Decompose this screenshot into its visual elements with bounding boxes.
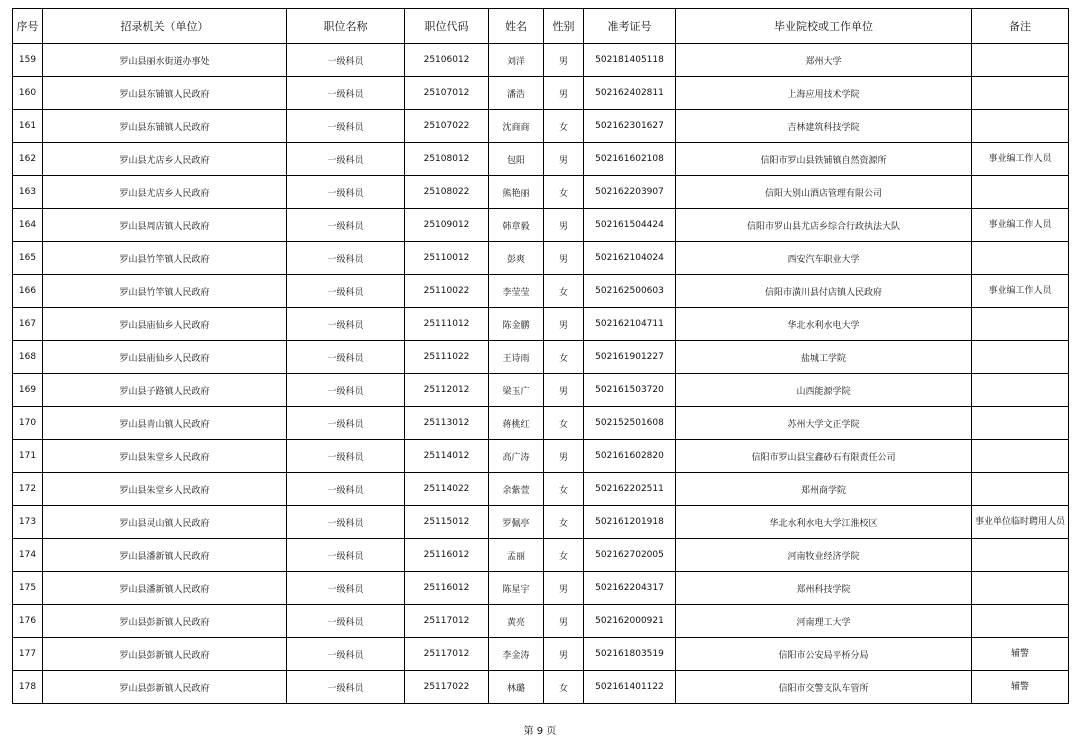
cell-position: 一级科员 (287, 110, 405, 143)
cell-school-or-employer: 河南理工大学 (676, 605, 972, 638)
cell-seq: 173 (13, 506, 43, 539)
cell-remarks (972, 77, 1069, 110)
cell-name: 黄亮 (489, 605, 544, 638)
cell-name: 余紫萱 (489, 473, 544, 506)
cell-exam-id: 502161803519 (584, 638, 676, 671)
cell-position-code: 25108012 (405, 143, 489, 176)
cell-agency: 罗山县丽水街道办事处 (43, 44, 287, 77)
cell-position: 一级科员 (287, 242, 405, 275)
cell-position: 一级科员 (287, 374, 405, 407)
roster-table (12, 8, 1069, 704)
col-header-position: 职位名称 (287, 9, 405, 44)
cell-agency: 罗山县庙仙乡人民政府 (43, 341, 287, 374)
table-header (13, 9, 1069, 44)
table-body (13, 44, 1069, 704)
cell-seq: 166 (13, 275, 43, 308)
cell-agency: 罗山县彭新镇人民政府 (43, 605, 287, 638)
cell-exam-id: 502162104024 (584, 242, 676, 275)
cell-gender: 男 (544, 77, 584, 110)
cell-position-code: 25111012 (405, 308, 489, 341)
cell-name: 彭爽 (489, 242, 544, 275)
cell-gender: 男 (544, 440, 584, 473)
cell-position: 一级科员 (287, 341, 405, 374)
cell-gender: 男 (544, 44, 584, 77)
cell-remarks (972, 572, 1069, 605)
col-header-name: 姓名 (489, 9, 544, 44)
cell-agency: 罗山县竹竿镇人民政府 (43, 275, 287, 308)
cell-exam-id: 502161602108 (584, 143, 676, 176)
cell-gender: 男 (544, 374, 584, 407)
cell-seq: 160 (13, 77, 43, 110)
cell-position: 一级科员 (287, 506, 405, 539)
table-row (13, 440, 1069, 473)
cell-school-or-employer: 郑州大学 (676, 44, 972, 77)
table-row (13, 506, 1069, 539)
cell-name: 陈星宇 (489, 572, 544, 605)
cell-school-or-employer: 信阳市罗山县铁铺镇自然资源所 (676, 143, 972, 176)
table-row (13, 473, 1069, 506)
cell-position-code: 25117012 (405, 638, 489, 671)
cell-exam-id: 502162104711 (584, 308, 676, 341)
cell-position-code: 25106012 (405, 44, 489, 77)
cell-agency: 罗山县东铺镇人民政府 (43, 110, 287, 143)
cell-name: 蒋桃红 (489, 407, 544, 440)
cell-school-or-employer: 信阳大别山酒店管理有限公司 (676, 176, 972, 209)
cell-exam-id: 502162702005 (584, 539, 676, 572)
cell-position: 一级科员 (287, 209, 405, 242)
col-header-agency: 招录机关（单位） (43, 9, 287, 44)
col-header-remarks: 备注 (972, 9, 1069, 44)
cell-name: 陈金鹏 (489, 308, 544, 341)
cell-remarks (972, 440, 1069, 473)
cell-agency: 罗山县尤店乡人民政府 (43, 176, 287, 209)
cell-school-or-employer: 信阳市罗山县宝鑫砂石有限责任公司 (676, 440, 972, 473)
cell-position: 一级科员 (287, 440, 405, 473)
cell-gender: 男 (544, 638, 584, 671)
cell-school-or-employer: 信阳市公安局平桥分局 (676, 638, 972, 671)
cell-position: 一级科员 (287, 671, 405, 704)
cell-seq: 161 (13, 110, 43, 143)
cell-position-code: 25116012 (405, 572, 489, 605)
cell-remarks (972, 110, 1069, 143)
cell-exam-id: 502162000921 (584, 605, 676, 638)
cell-agency: 罗山县潘新镇人民政府 (43, 539, 287, 572)
cell-school-or-employer: 华北水利水电大学 (676, 308, 972, 341)
cell-remarks (972, 341, 1069, 374)
cell-position-code: 25109012 (405, 209, 489, 242)
cell-school-or-employer: 郑州商学院 (676, 473, 972, 506)
cell-seq: 169 (13, 374, 43, 407)
cell-position-code: 25115012 (405, 506, 489, 539)
cell-position-code: 25111022 (405, 341, 489, 374)
cell-seq: 177 (13, 638, 43, 671)
cell-name: 李金涛 (489, 638, 544, 671)
cell-position-code: 25113012 (405, 407, 489, 440)
cell-remarks: 事业编工作人员 (972, 209, 1069, 242)
cell-school-or-employer: 信阳市罗山县尤店乡综合行政执法大队 (676, 209, 972, 242)
cell-name: 林璐 (489, 671, 544, 704)
cell-gender: 女 (544, 110, 584, 143)
cell-remarks (972, 473, 1069, 506)
cell-position-code: 25107012 (405, 77, 489, 110)
cell-remarks (972, 242, 1069, 275)
cell-position: 一级科员 (287, 539, 405, 572)
cell-position-code: 25117012 (405, 605, 489, 638)
cell-gender: 女 (544, 506, 584, 539)
cell-agency: 罗山县青山镇人民政府 (43, 407, 287, 440)
cell-remarks: 事业单位临时聘用人员 (972, 506, 1069, 539)
table-row (13, 275, 1069, 308)
col-header-gender: 性别 (544, 9, 584, 44)
cell-remarks (972, 605, 1069, 638)
table-row (13, 605, 1069, 638)
cell-position-code: 25108022 (405, 176, 489, 209)
cell-position-code: 25114012 (405, 440, 489, 473)
table-row (13, 143, 1069, 176)
table-row (13, 110, 1069, 143)
cell-agency: 罗山县竹竿镇人民政府 (43, 242, 287, 275)
cell-school-or-employer: 苏州大学文正学院 (676, 407, 972, 440)
cell-name: 孟丽 (489, 539, 544, 572)
cell-name: 包阳 (489, 143, 544, 176)
cell-exam-id: 502162203907 (584, 176, 676, 209)
cell-exam-id: 502152501608 (584, 407, 676, 440)
cell-school-or-employer: 上海应用技术学院 (676, 77, 972, 110)
cell-exam-id: 502161602820 (584, 440, 676, 473)
cell-gender: 男 (544, 572, 584, 605)
cell-school-or-employer: 西安汽车职业大学 (676, 242, 972, 275)
cell-position-code: 25117022 (405, 671, 489, 704)
cell-name: 梁玉广 (489, 374, 544, 407)
cell-exam-id: 502162202511 (584, 473, 676, 506)
cell-seq: 165 (13, 242, 43, 275)
cell-school-or-employer: 吉林建筑科技学院 (676, 110, 972, 143)
cell-gender: 男 (544, 143, 584, 176)
col-header-exam-id: 准考证号 (584, 9, 676, 44)
table-row (13, 572, 1069, 605)
table-row (13, 308, 1069, 341)
cell-agency: 罗山县彭新镇人民政府 (43, 671, 287, 704)
cell-remarks (972, 407, 1069, 440)
cell-position: 一级科员 (287, 176, 405, 209)
cell-position: 一级科员 (287, 308, 405, 341)
cell-seq: 171 (13, 440, 43, 473)
cell-remarks (972, 374, 1069, 407)
cell-agency: 罗山县潘新镇人民政府 (43, 572, 287, 605)
cell-position: 一级科员 (287, 407, 405, 440)
cell-exam-id: 502181405118 (584, 44, 676, 77)
cell-exam-id: 502162402811 (584, 77, 676, 110)
cell-exam-id: 502161503720 (584, 374, 676, 407)
cell-exam-id: 502162500603 (584, 275, 676, 308)
cell-seq: 159 (13, 44, 43, 77)
cell-gender: 男 (544, 242, 584, 275)
table-row (13, 77, 1069, 110)
cell-name: 沈商商 (489, 110, 544, 143)
table-row (13, 539, 1069, 572)
cell-school-or-employer: 郑州科技学院 (676, 572, 972, 605)
table-row (13, 176, 1069, 209)
cell-seq: 175 (13, 572, 43, 605)
cell-seq: 167 (13, 308, 43, 341)
cell-position: 一级科员 (287, 605, 405, 638)
cell-name: 罗佩亭 (489, 506, 544, 539)
cell-seq: 163 (13, 176, 43, 209)
cell-position-code: 25110022 (405, 275, 489, 308)
cell-gender: 男 (544, 209, 584, 242)
cell-exam-id: 502161401122 (584, 671, 676, 704)
cell-school-or-employer: 华北水利水电大学江淮校区 (676, 506, 972, 539)
cell-position: 一级科员 (287, 638, 405, 671)
cell-exam-id: 502161504424 (584, 209, 676, 242)
cell-remarks (972, 539, 1069, 572)
cell-agency: 罗山县彭新镇人民政府 (43, 638, 287, 671)
cell-exam-id: 502162301627 (584, 110, 676, 143)
cell-exam-id: 502161201918 (584, 506, 676, 539)
cell-seq: 174 (13, 539, 43, 572)
cell-remarks: 事业编工作人员 (972, 143, 1069, 176)
cell-position: 一级科员 (287, 77, 405, 110)
cell-gender: 女 (544, 275, 584, 308)
cell-agency: 罗山县庙仙乡人民政府 (43, 308, 287, 341)
cell-remarks: 事业编工作人员 (972, 275, 1069, 308)
cell-position-code: 25114022 (405, 473, 489, 506)
cell-seq: 164 (13, 209, 43, 242)
cell-agency: 罗山县子路镇人民政府 (43, 374, 287, 407)
cell-name: 王诗雨 (489, 341, 544, 374)
cell-agency: 罗山县朱堂乡人民政府 (43, 440, 287, 473)
cell-remarks: 辅警 (972, 638, 1069, 671)
cell-position-code: 25107022 (405, 110, 489, 143)
cell-agency: 罗山县东铺镇人民政府 (43, 77, 287, 110)
cell-seq: 162 (13, 143, 43, 176)
cell-gender: 女 (544, 473, 584, 506)
cell-seq: 170 (13, 407, 43, 440)
cell-name: 熊艳丽 (489, 176, 544, 209)
cell-school-or-employer: 信阳市潢川县付店镇人民政府 (676, 275, 972, 308)
cell-school-or-employer: 河南牧业经济学院 (676, 539, 972, 572)
cell-name: 刘洋 (489, 44, 544, 77)
roster-sheet (12, 8, 1068, 704)
cell-agency: 罗山县周店镇人民政府 (43, 209, 287, 242)
cell-position-code: 25116012 (405, 539, 489, 572)
col-header-seq: 序号 (13, 9, 43, 44)
col-header-position-code: 职位代码 (405, 9, 489, 44)
cell-gender: 女 (544, 671, 584, 704)
table-row (13, 209, 1069, 242)
cell-gender: 男 (544, 605, 584, 638)
cell-agency: 罗山县朱堂乡人民政府 (43, 473, 287, 506)
cell-school-or-employer: 盐城工学院 (676, 341, 972, 374)
cell-gender: 女 (544, 407, 584, 440)
cell-position: 一级科员 (287, 473, 405, 506)
cell-name: 韩章毅 (489, 209, 544, 242)
table-row (13, 671, 1069, 704)
cell-name: 李莹莹 (489, 275, 544, 308)
cell-position: 一级科员 (287, 572, 405, 605)
table-row (13, 341, 1069, 374)
cell-gender: 男 (544, 308, 584, 341)
cell-position-code: 25110012 (405, 242, 489, 275)
cell-agency: 罗山县尤店乡人民政府 (43, 143, 287, 176)
cell-position-code: 25112012 (405, 374, 489, 407)
cell-school-or-employer: 山西能源学院 (676, 374, 972, 407)
cell-name: 潘浩 (489, 77, 544, 110)
table-row (13, 638, 1069, 671)
cell-exam-id: 502162204317 (584, 572, 676, 605)
cell-position: 一级科员 (287, 44, 405, 77)
cell-gender: 女 (544, 176, 584, 209)
table-row (13, 374, 1069, 407)
page-number: 第 9 页 (523, 726, 557, 737)
cell-remarks (972, 176, 1069, 209)
cell-seq: 168 (13, 341, 43, 374)
cell-seq: 178 (13, 671, 43, 704)
cell-gender: 女 (544, 539, 584, 572)
cell-seq: 176 (13, 605, 43, 638)
cell-agency: 罗山县灵山镇人民政府 (43, 506, 287, 539)
table-row (13, 242, 1069, 275)
cell-position: 一级科员 (287, 275, 405, 308)
cell-seq: 172 (13, 473, 43, 506)
cell-position: 一级科员 (287, 143, 405, 176)
cell-school-or-employer: 信阳市交警支队车管所 (676, 671, 972, 704)
table-row (13, 44, 1069, 77)
cell-exam-id: 502161901227 (584, 341, 676, 374)
header-row (13, 9, 1069, 44)
cell-remarks: 辅警 (972, 671, 1069, 704)
cell-gender: 女 (544, 341, 584, 374)
cell-remarks (972, 308, 1069, 341)
cell-remarks (972, 44, 1069, 77)
table-row (13, 407, 1069, 440)
cell-name: 高广涛 (489, 440, 544, 473)
col-header-school-or-employer: 毕业院校或工作单位 (676, 9, 972, 44)
